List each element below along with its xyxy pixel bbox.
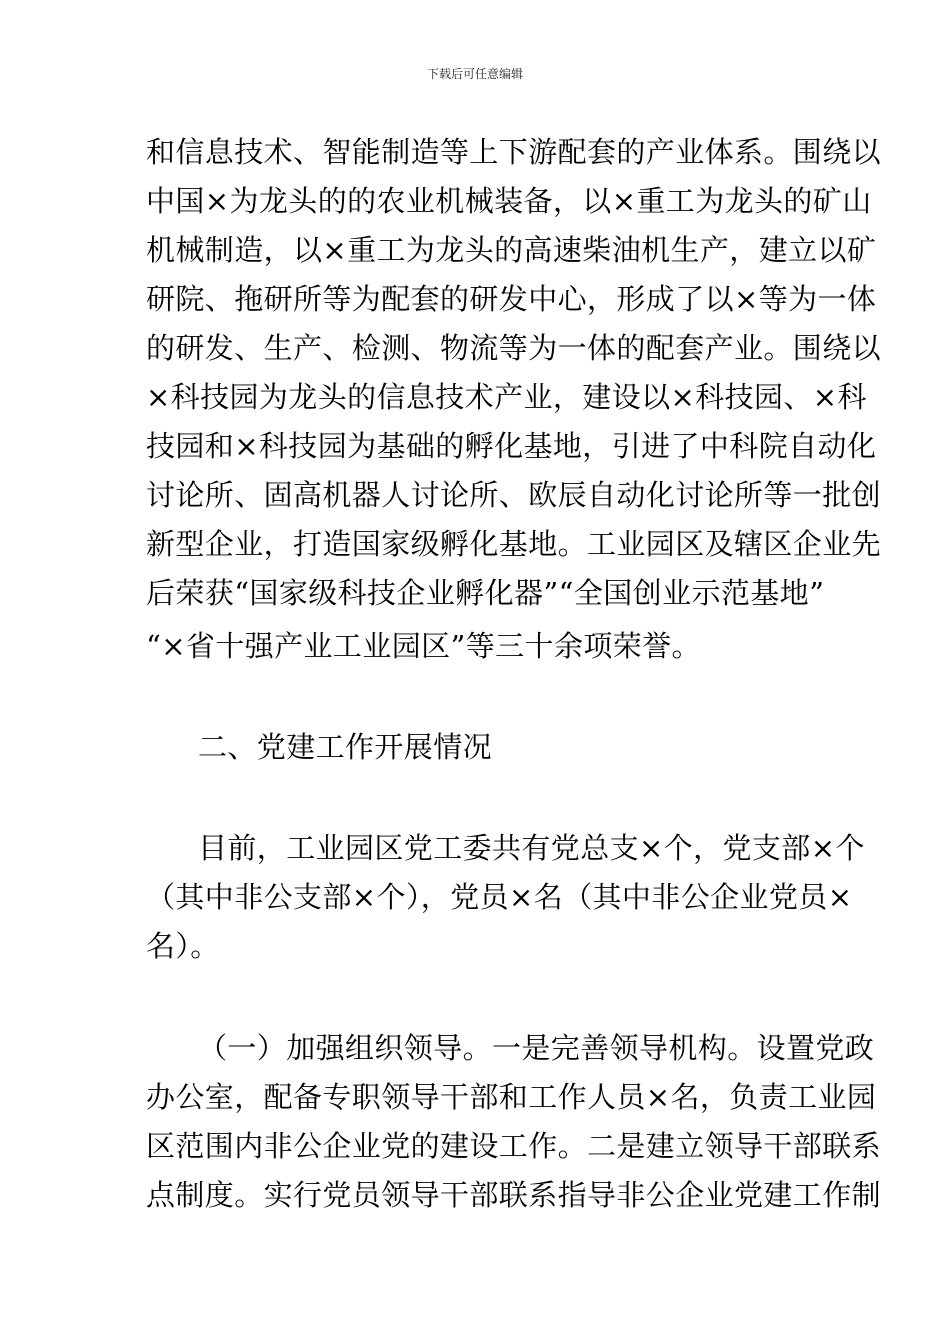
text-line: 点制度。实行党员领导干部联系指导非公企业党建工作制 <box>146 1178 882 1212</box>
text-line: 中国×为龙头的的农业机械装备，以×重工为龙头的矿山 <box>146 184 872 218</box>
text-line: 技园和×科技园为基础的孵化基地，引进了中科院自动化 <box>146 429 877 463</box>
text-line: “×省十强产业工业园区”等三十余项荣誉。 <box>146 629 701 663</box>
text-line: 后荣获“国家级科技企业孵化器”“全国创业示范基地” <box>146 576 825 610</box>
text-line: ×科技园为龙头的信息技术产业，建设以×科技园、×科 <box>146 380 867 414</box>
text-line: （其中非公支部×个），党员×名（其中非公企业党员× <box>146 880 853 914</box>
text-line: 讨论所、固高机器人讨论所、欧辰自动化讨论所等一批创 <box>146 478 882 512</box>
text-line: 新型企业，打造国家级孵化基地。工业园区及辖区企业先 <box>146 527 882 561</box>
text-line: 目前，工业园区党工委共有党总支×个，党支部×个 <box>198 831 865 865</box>
text-line: 的研发、生产、检测、物流等为一体的配套产业。围绕以 <box>146 331 882 365</box>
text-line: 名）。 <box>146 929 220 963</box>
text-line: 办公室，配备专职领导干部和工作人员×名，负责工业园 <box>146 1080 877 1114</box>
section-heading: 二、党建工作开展情况 <box>198 730 493 764</box>
text-line: 区范围内非公企业党的建设工作。二是建立领导干部联系 <box>146 1129 882 1163</box>
text-line: 机械制造，以×重工为龙头的高速柴油机生产，建立以矿 <box>146 233 877 267</box>
text-line: 和信息技术、智能制造等上下游配套的产业体系。围绕以 <box>146 135 882 169</box>
text-line: 研院、拖研所等为配套的研发中心，形成了以×等为一体 <box>146 282 877 316</box>
text-line: （一）加强组织领导。一是完善领导机构。设置党政 <box>198 1031 875 1065</box>
header-note: 下载后可任意编辑 <box>426 67 523 81</box>
